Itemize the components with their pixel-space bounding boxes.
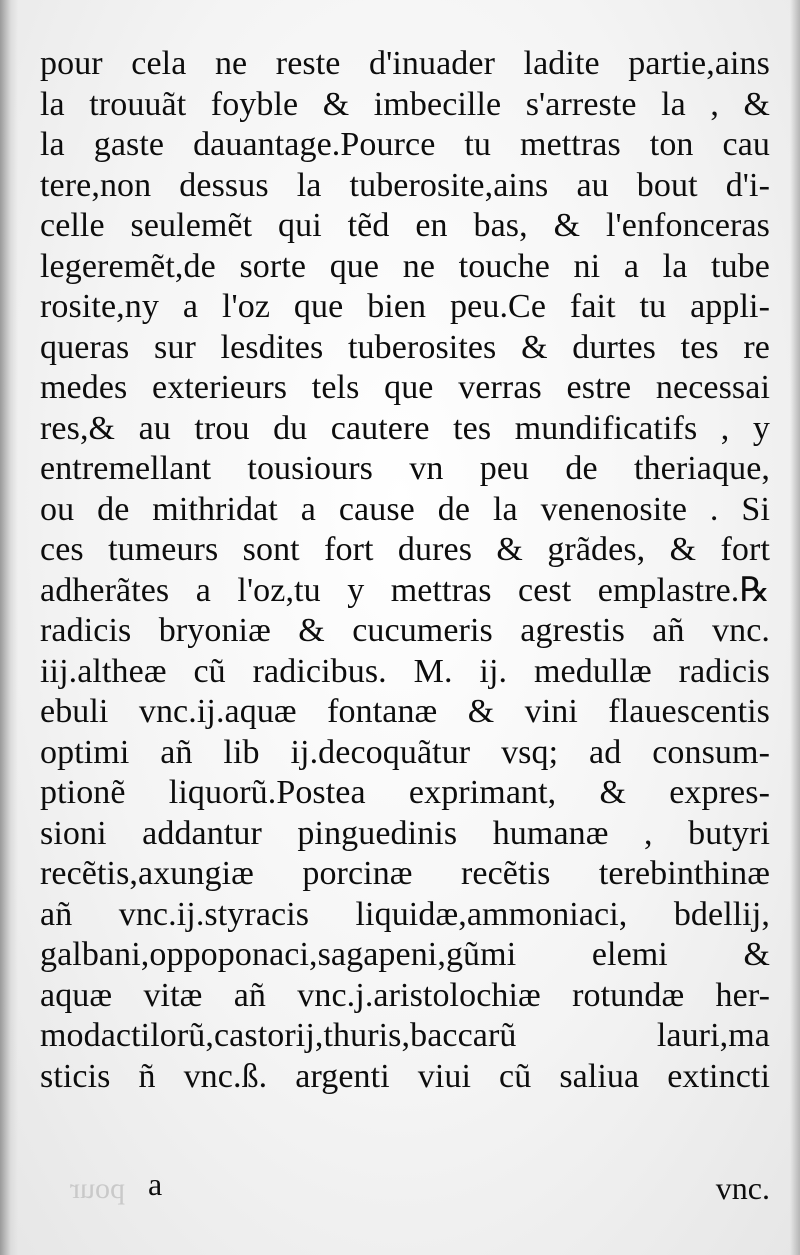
text-line-10: res,& au trou du cautere tes mundificatifs , y — [40, 409, 770, 447]
catchword: vnc. — [715, 1170, 770, 1206]
text-line-2: la trouuãt foyble & imbecille s'arreste la , & — [40, 85, 770, 123]
text-line-6: legeremẽt,de sorte que ne touche ni a la tube — [40, 247, 770, 285]
text-line-24: aquæ vitæ añ vnc.j.aristolochiæ rotundæ her- — [40, 976, 770, 1014]
body-text — [40, 44, 770, 1097]
page-left-edge-shadow — [0, 0, 18, 1255]
text-line-23: galbani,oppoponaci,sagapeni,gũmi elemi & — [40, 936, 770, 973]
signature-mark: a — [148, 1166, 163, 1202]
text-line-16: iij.altheæ cũ radicibus. M. ij. medullæ radicis — [40, 652, 770, 690]
text-line-19: ptionẽ liquorũ.Postea exprimant, & expres- — [40, 774, 770, 811]
text-line-3: la gaste dauantage.Pource tu mettras ton cau — [40, 126, 770, 163]
text-line-14: adherãtes a l'oz,tu y mettras cest emplastre.℞ — [40, 571, 770, 609]
text-line-4: tere,non dessus la tuberosite,ains au bout d'i- — [40, 166, 770, 204]
text-line-15: radicis bryoniæ & cucumeris agrestis añ vnc. — [40, 612, 770, 649]
text-line-26: sticis ñ vnc.ß. argenti viui cũ saliua extincti — [40, 1057, 770, 1095]
page-footer — [40, 1166, 770, 1210]
text-line-21: recẽtis,axungiæ porcinæ recẽtis terebinthinæ — [40, 855, 770, 892]
bleed-through-text: pour — [70, 1172, 125, 1205]
text-line-12: ou de mithridat a cause de la venenosite . Si — [40, 490, 770, 528]
text-line-5: celle seulemẽt qui tẽd en bas, & l'enfonceras — [40, 207, 770, 244]
text-line-7: rosite,ny a l'oz que bien peu.Ce fait tu appli- — [40, 288, 770, 325]
text-line-22: añ vnc.ij.styracis liquidæ,ammoniaci, bdellij, — [40, 895, 770, 933]
text-line-20: sioni addantur pinguedinis humanæ , butyri — [40, 814, 770, 852]
text-line-8: queras sur lesdites tuberosites & durtes tes re — [40, 328, 770, 366]
text-line-9: medes exterieurs tels que verras estre necessai — [40, 369, 770, 406]
text-line-25: modactilorũ,castorij,thuris,baccarũ lauri,ma — [40, 1017, 770, 1054]
text-line-13: ces tumeurs sont fort dures & grãdes, & fort — [40, 531, 770, 568]
text-line-1: pour cela ne reste d'inuader ladite partie,ains — [40, 45, 770, 82]
text-line-17: ebuli vnc.ij.aquæ fontanæ & vini flauescentis — [40, 693, 770, 730]
text-line-11: entremellant tousiours vn peu de theriaque, — [40, 450, 770, 487]
text-line-18: optimi añ lib ij.decoquãtur vsq; ad consum- — [40, 733, 770, 771]
page-right-edge-shadow — [790, 0, 800, 1255]
